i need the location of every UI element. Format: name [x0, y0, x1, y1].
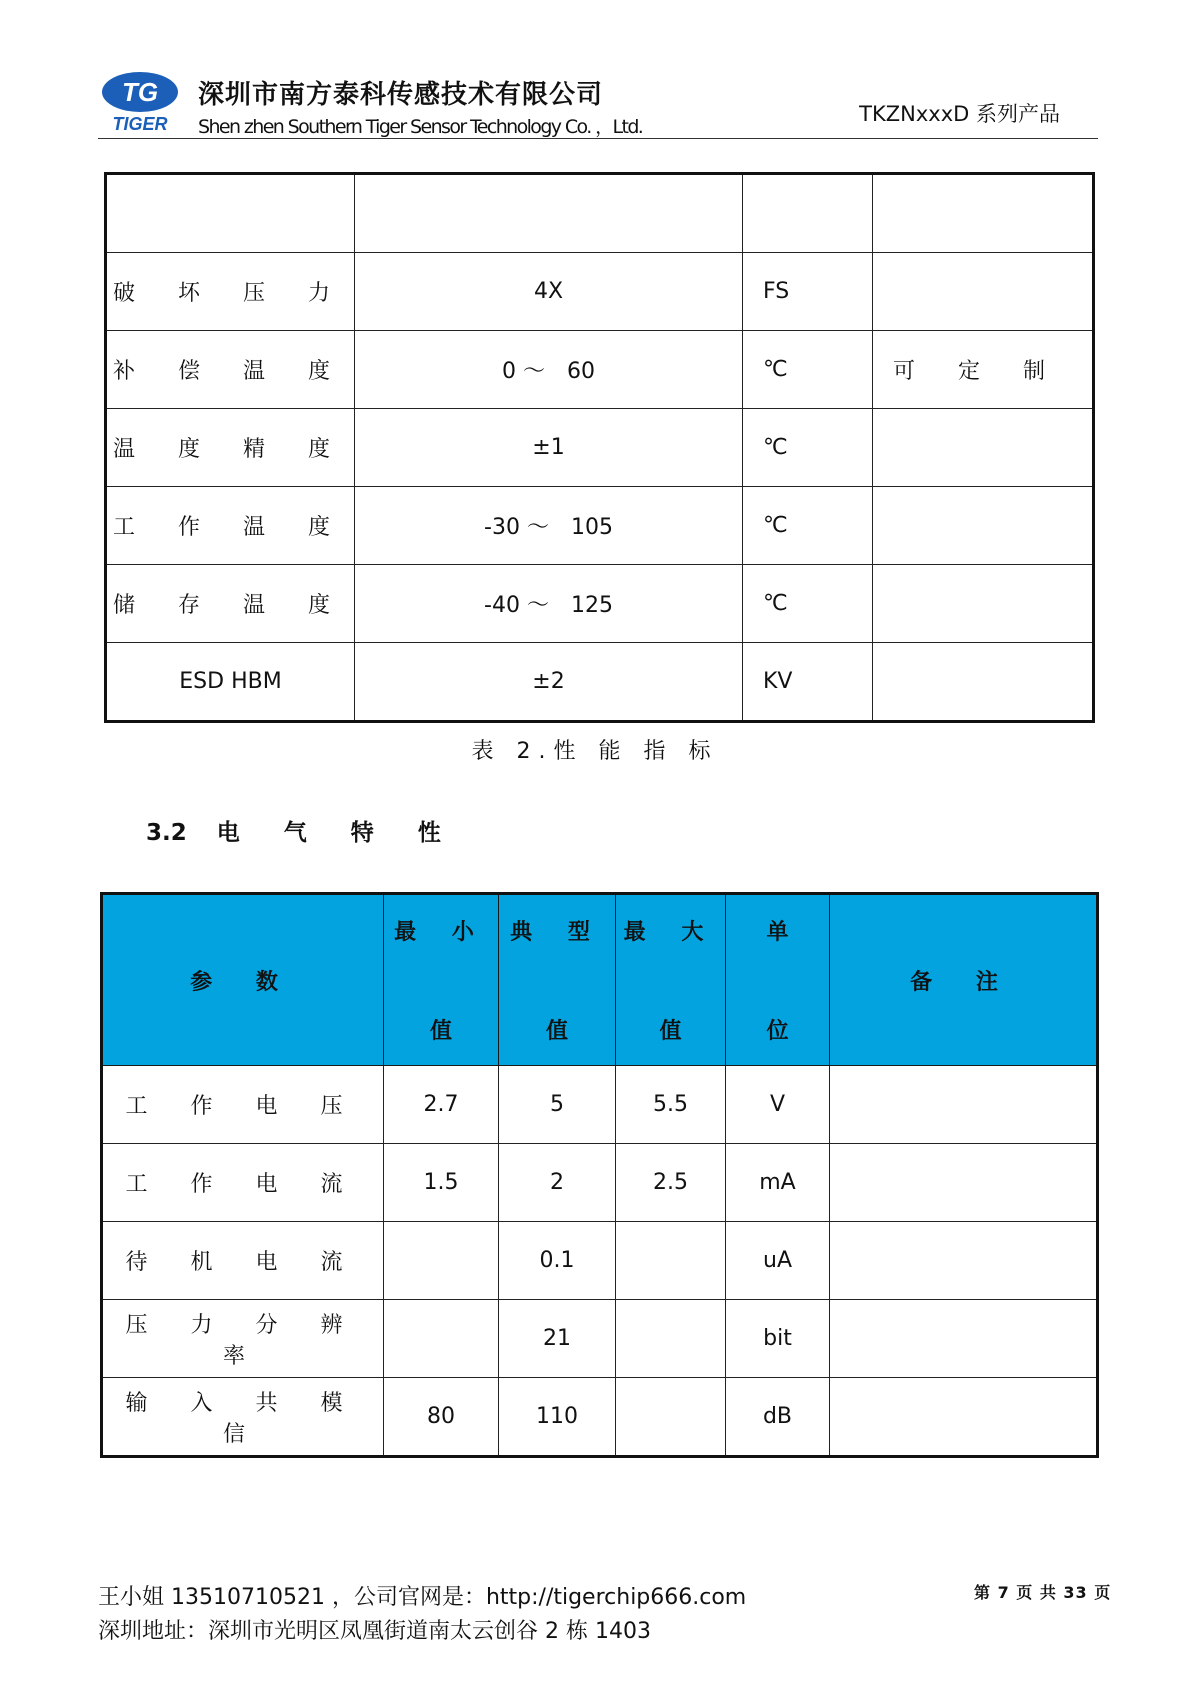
param-value: ±1	[355, 409, 743, 487]
param-name: 输 入 共 模 信	[102, 1378, 384, 1457]
param-value: -40 ～ 125	[355, 565, 743, 643]
param-unit: ℃	[743, 331, 873, 409]
param-name: 工 作 电 流	[102, 1144, 384, 1222]
param-note	[830, 1144, 1098, 1222]
table-caption: 表 2.性 能 指 标	[471, 739, 719, 764]
header-unit: 单 位	[726, 894, 830, 1066]
param-unit	[743, 174, 873, 253]
param-note	[873, 253, 1094, 331]
param-name: 破 坏 压 力	[106, 253, 355, 331]
table-row	[102, 1378, 1098, 1457]
param-note	[830, 1222, 1098, 1300]
param-name: ESD HBM	[106, 643, 355, 722]
table-row	[102, 1300, 1098, 1378]
param-max	[616, 1378, 726, 1457]
section-number: 3.2	[146, 820, 187, 846]
table-row	[106, 253, 1094, 331]
performance-table	[104, 172, 1095, 723]
param-name: 工 作 温 度	[106, 487, 355, 565]
table-row	[102, 1144, 1098, 1222]
param-typ: 2	[499, 1144, 616, 1222]
param-name: 温 度 精 度	[106, 409, 355, 487]
param-value: 0 ～ 60	[355, 331, 743, 409]
param-unit: dB	[726, 1378, 830, 1457]
footer-address: 深圳地址：深圳市光明区凤凰街道南太云创谷 2 栋 1403	[98, 1619, 651, 1644]
param-unit: ℃	[743, 565, 873, 643]
table-row	[102, 1222, 1098, 1300]
svg-text:TG: TG	[121, 77, 159, 107]
param-note	[873, 565, 1094, 643]
param-note	[873, 409, 1094, 487]
param-typ: 21	[499, 1300, 616, 1378]
electrical-table	[100, 892, 1099, 1458]
param-value	[355, 174, 743, 253]
product-series: TKZNxxxD 系列产品	[859, 102, 1060, 126]
param-max	[616, 1222, 726, 1300]
header-typ: 典 型 值	[499, 894, 616, 1066]
table-row	[106, 409, 1094, 487]
header-divider	[98, 138, 1098, 139]
param-name: 储 存 温 度	[106, 565, 355, 643]
param-unit: ℃	[743, 409, 873, 487]
param-name: 补 偿 温 度	[106, 331, 355, 409]
table-row	[106, 643, 1094, 722]
param-min	[384, 1222, 499, 1300]
param-note: 可 定 制	[873, 331, 1094, 409]
param-name: 待 机 电 流	[102, 1222, 384, 1300]
param-unit: V	[726, 1066, 830, 1144]
footer-contact: 王小姐 13510710521 ，公司官网是：http://tigerchip666.com	[98, 1585, 747, 1610]
param-unit: ℃	[743, 487, 873, 565]
param-unit: bit	[726, 1300, 830, 1378]
section-heading	[146, 814, 459, 847]
company-name-cn: 深圳市南方泰科传感技术有限公司	[198, 80, 604, 110]
param-value: 4X	[355, 253, 743, 331]
param-max	[616, 1300, 726, 1378]
param-name	[106, 174, 355, 253]
param-unit: uA	[726, 1222, 830, 1300]
table-row	[106, 487, 1094, 565]
param-unit: KV	[743, 643, 873, 722]
table-row	[106, 565, 1094, 643]
table-row	[106, 174, 1094, 253]
param-name: 工 作 电 压	[102, 1066, 384, 1144]
table-row	[102, 1066, 1098, 1144]
header-min: 最 小 值	[384, 894, 499, 1066]
header-param: 参 数	[102, 894, 384, 1066]
param-note	[830, 1378, 1098, 1457]
param-unit: FS	[743, 253, 873, 331]
param-value: -30 ～ 105	[355, 487, 743, 565]
param-note	[830, 1066, 1098, 1144]
param-max: 5.5	[616, 1066, 726, 1144]
header-note: 备 注	[830, 894, 1098, 1066]
section-title: 电 气 特 性	[216, 820, 459, 846]
header-max: 最 大 值	[616, 894, 726, 1066]
param-typ: 110	[499, 1378, 616, 1457]
param-note	[873, 174, 1094, 253]
param-min: 1.5	[384, 1144, 499, 1222]
svg-text:TIGER: TIGER	[112, 114, 168, 134]
param-unit: mA	[726, 1144, 830, 1222]
table-row	[106, 331, 1094, 409]
param-typ: 0.1	[499, 1222, 616, 1300]
param-note	[873, 643, 1094, 722]
company-name-en: Shen zhen Southern Tiger Sensor Technology Co. ，Ltd.	[198, 116, 643, 138]
table-header-row	[102, 894, 1098, 1066]
param-typ: 5	[499, 1066, 616, 1144]
param-note	[873, 487, 1094, 565]
page-number: 第 7 页 共 33 页	[974, 1583, 1112, 1602]
param-min: 80	[384, 1378, 499, 1457]
param-max: 2.5	[616, 1144, 726, 1222]
param-value: ±2	[355, 643, 743, 722]
param-note	[830, 1300, 1098, 1378]
param-min	[384, 1300, 499, 1378]
param-min: 2.7	[384, 1066, 499, 1144]
company-logo	[100, 70, 186, 136]
param-name: 压 力 分 辨 率	[102, 1300, 384, 1378]
